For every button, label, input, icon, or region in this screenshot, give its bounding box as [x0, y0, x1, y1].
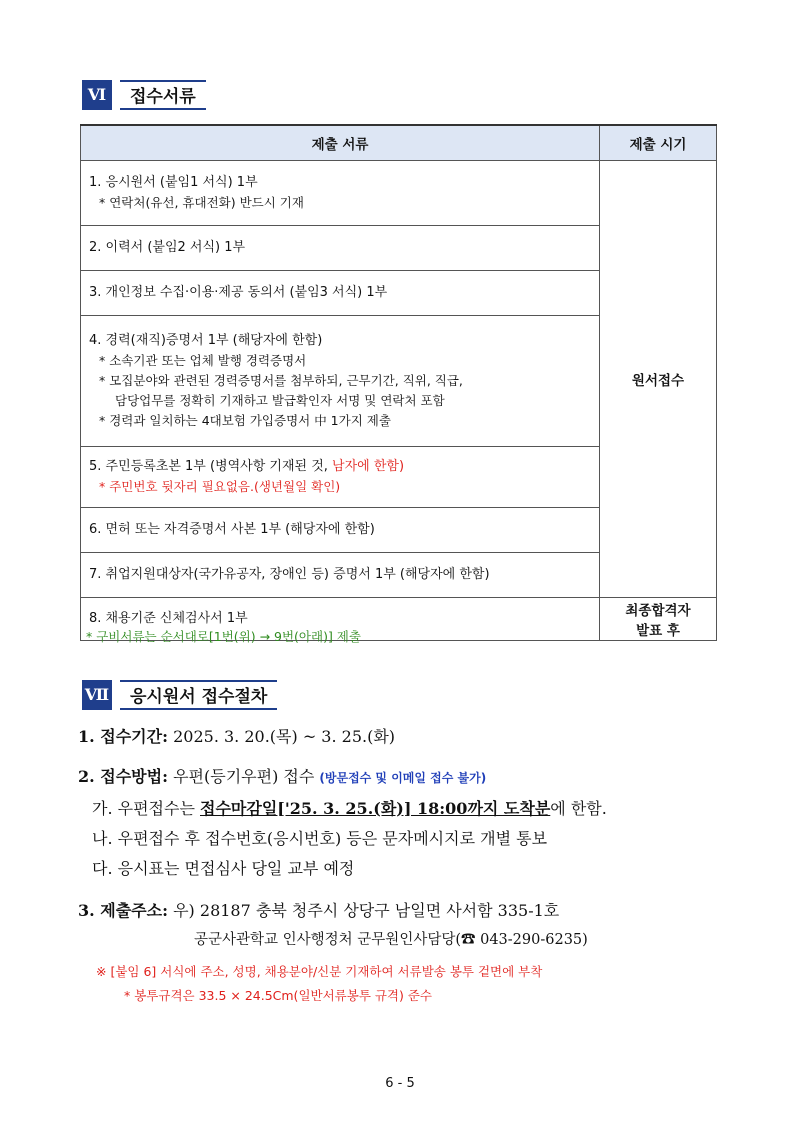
table-header-row	[81, 125, 717, 161]
table-row	[81, 161, 717, 226]
documents-order-note: * 구비서류는 순서대로[1번(위) → 9번(아래)] 제출	[86, 629, 361, 644]
page-number: 6 - 5	[385, 1076, 415, 1091]
doc-item-1: 1. 응시원서 (붙임1 서식) 1부 * 연락처(유선, 휴대전화) 반드시 기재	[81, 161, 600, 226]
doc-item-6: 6. 면허 또는 자격증명서 사본 1부 (해당자에 한함)	[81, 508, 600, 553]
envelope-note: ※ [붙임 6] 서식에 주소, 성명, 채용분야/신분 기재하여 서류발송 봉투 겉면에 부착	[96, 964, 543, 979]
doc-item-3: 3. 개인정보 수집·이용·제공 동의서 (붙임3 서식) 1부	[81, 271, 600, 316]
section-7-number: Ⅶ	[82, 680, 112, 710]
documents-table	[80, 124, 717, 641]
address-line: 3. 제출주소: 우) 28187 충북 청주시 상당구 남일면 사서함 335-1호	[78, 901, 560, 920]
method-item-c: 다. 응시표는 면접심사 당일 교부 예정	[92, 859, 355, 878]
doc-item-4: 4. 경력(재직)증명서 1부 (해당자에 한함) * 소속기관 또는 업체 발행 경력증명서 * 모집분야와 관련된 경력증명서를 첨부하되, 근무기간, 직위, 직급, 담당업무를 정확히 기재하고 발급확인자 서명 및 연락처 포함 * 경력과 일치하는 4대보험 가입증명서 中 1가지 제출	[81, 316, 600, 447]
method-item-a: 가. 우편접수는 접수마감일['25. 3. 25.(화)] 18:00까지 도착분에 한함.	[92, 799, 607, 818]
submit-time-application: 원서접수	[600, 161, 717, 598]
doc-item-8: 8. 채용기준 신체검사서 1부	[81, 598, 600, 641]
submit-time-final: 최종합격자 발표 후	[600, 598, 717, 641]
address-line-2: 공군사관학교 인사행정처 군무원인사담당(☎ 043-290-6235)	[194, 932, 588, 948]
doc-item-5: 5. 주민등록초본 1부 (병역사항 기재된 것, 남자에 한함) * 주민번호 뒷자리 필요없음.(생년월일 확인)	[81, 447, 600, 508]
header-docs: 제출 서류	[81, 125, 600, 161]
envelope-size-note: * 봉투규격은 33.5 × 24.5Cm(일반서류봉투 규격) 준수	[124, 988, 433, 1003]
header-time: 제출 시기	[600, 125, 717, 161]
doc-item-7: 7. 취업지원대상자(국가유공자, 장애인 등) 증명서 1부 (해당자에 한함)	[81, 553, 600, 598]
doc-item-2: 2. 이력서 (붙임2 서식) 1부	[81, 226, 600, 271]
section-7-title: 응시원서 접수절차	[120, 680, 277, 710]
method-item-b: 나. 우편접수 후 접수번호(응시번호) 등은 문자메시지로 개별 통보	[92, 829, 548, 848]
method-line: 2. 접수방법: 우편(등기우편) 접수 (방문접수 및 이메일 접수 불가)	[78, 767, 487, 786]
section-6-number: Ⅵ	[82, 80, 112, 110]
period-line: 1. 접수기간: 2025. 3. 20.(목) ~ 3. 25.(화)	[78, 727, 396, 746]
section-6-title: 접수서류	[120, 80, 206, 110]
